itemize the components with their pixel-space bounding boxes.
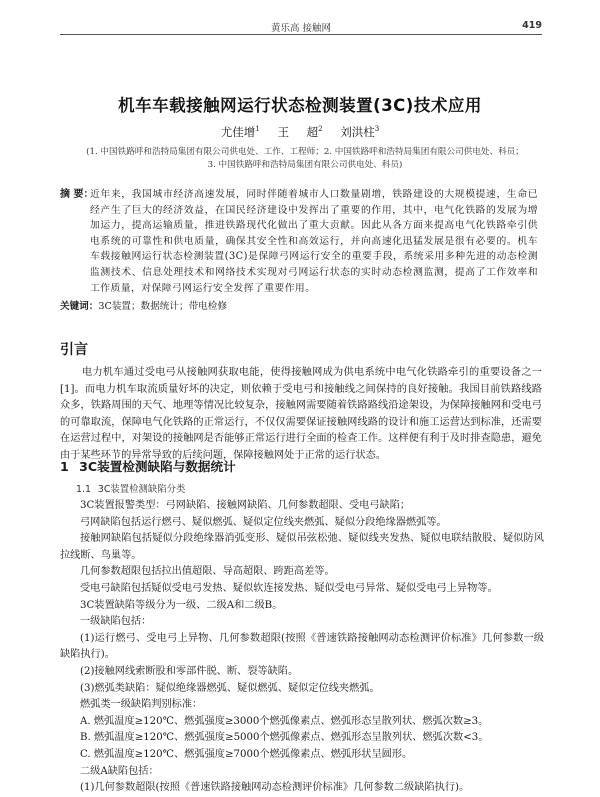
paragraph: A. 燃弧温度≥120℃、燃弧强度≥3000个燃弧像素点、燃弧形态呈散列状、燃弧次数≥3。	[80, 715, 489, 727]
intro-paragraph: 电力机车通过受电弓从接触网获取电能，使得接触网成为供电系统中电气化铁路牵引的重要设备之一[1]。而电力机车取流质量好坏的决定，则依赖于受电弓和接触线之间保持的良好接触。我国目前铁路线路众多，铁路周围的天气、地理等情况比较复杂，接触网需要随着铁路路线沿途架设，为保障接触网和受电弓的可靠取流，保障电气化铁路的正常运行，不仅仅需要保证接触网线路的设计和施工运营达到标准，还需要在运营过程中，对架设的接触网是否能够正常运行进行全面的检查工作。这样便有利于及时排查隐患，避免由于某些环节的异常导致的后续问题，保障接触网处于正常的运行状态。	[60, 367, 542, 461]
affiliation-line: (1. 中国铁路呼和浩特局集团有限公司供电处、工作、工程师；2. 中国铁路呼和浩特局集团有限公司供电处、科员；	[86, 147, 524, 157]
abstract	[60, 187, 538, 296]
paragraph: 接触网缺陷包括疑似分段绝缘器消弧变形、疑似吊弦松弛、疑似线夹发热、疑似电联结散股、疑似防风拉线断、鸟巢等。	[60, 533, 544, 561]
affiliations	[70, 146, 540, 172]
paragraph: 一级缺陷包括：	[80, 616, 152, 628]
paragraph: C. 燃弧温度≥120℃、燃弧强度≥7000个燃弧像素点、燃弧形状呈圆形。	[80, 748, 413, 760]
paragraph: (2)接触网线索断股和零部件脱、断、裂等缺陷。	[80, 665, 299, 677]
affiliation-line: 3. 中国铁路呼和浩特局集团有限公司供电处、科员)	[207, 160, 403, 170]
section-heading: 1 3C装置检测缺陷与数据统计	[60, 459, 236, 474]
journal-name: 黄乐高 接触网	[270, 23, 332, 34]
author: 刘洪柱$^3$	[340, 125, 380, 139]
intro-heading: 引言	[60, 342, 88, 358]
paragraph: (3)燃弧类缺陷：疑似绝缘器燃弧、疑似燃弧、疑似定位线夹燃弧。	[80, 682, 380, 694]
abstract-label: 摘 要：	[60, 189, 94, 200]
paragraph: 燃弧类一级缺陷判别标准：	[80, 699, 203, 711]
header-rule	[60, 34, 542, 35]
paragraph: 受电弓缺陷包括疑似受电弓发热、疑似软连接发热、疑似受电弓异常、疑似受电弓上异物等。	[80, 582, 498, 594]
paragraph: 弓网缺陷包括运行燃弓、疑似燃弧、疑似定位线夹燃弧、疑似分段绝缘器燃弧等。	[80, 516, 447, 528]
subsection-heading: 1.1 3C装置检测缺陷分类	[76, 484, 186, 495]
keywords-text: 3C装置；数据统计；带电检修	[98, 301, 227, 312]
author: 王 超$^2$	[277, 125, 323, 139]
author: 尤佳增$^1$	[220, 125, 260, 139]
paragraph: 几何参数超限包括拉出值超限、导高超限、跨距高差等。	[80, 566, 335, 578]
paragraph: (1)运行燃弓、受电弓上异物、几何参数超限(按照《普速铁路接触网动态检测评价标准》几何参数一级缺陷执行)。	[60, 632, 544, 661]
paragraph: (1)几何参数超限(按照《普速铁路接触网动态检测评价标准》几何参数二级缺陷执行)。	[80, 782, 470, 794]
running-header	[60, 18, 542, 34]
paragraph: 3C装置报警类型：弓网缺陷、接触网缺陷、几何参数超限、受电弓缺陷；	[80, 500, 411, 511]
section-body	[60, 498, 544, 797]
paragraph: 3C装置缺陷等级分为一级、二级A和二级B。	[80, 599, 283, 611]
page-number: 419	[522, 20, 542, 31]
keywords	[60, 298, 538, 312]
author-list	[0, 124, 600, 140]
keywords-label: 关键词：	[60, 301, 99, 312]
paper-title: 机车车载接触网运行状态检测装置(3C)技术应用	[118, 96, 482, 115]
paragraph: B. 燃弧温度≥120℃、燃弧强度≥5000个燃弧像素点、燃弧形态呈散列状、燃弧次数<3。	[80, 732, 489, 744]
abstract-text: 近年来，我国城市经济高速发展，同时伴随着城市人口数量剧增，铁路建设的大规模提速，生命已经产生了巨大的经济效益，在国民经济建设中发挥出了重要的作用，其中，电气化铁路的发展为增加运力，提高运输质量，推进铁路现代化做出了重大贡献。因此从各方面来提高电气化铁路牵引供电系统的可靠性和供电质量，确保其安全性和高效运行，并向高速化迅猛发展是很有必要的。机车车载接触网运行状态检测装置(3C)是保障弓网运行安全的重要手段，系统采用多种先进的动态检测监测技术、信息处理技术和网络技术实现对弓网运行状态的实时动态检测监测，提高了工作效率和工作质量，对保障弓网运行安全发挥了重要作用。	[90, 189, 538, 294]
paragraph: 二级A缺陷包括：	[80, 765, 159, 777]
